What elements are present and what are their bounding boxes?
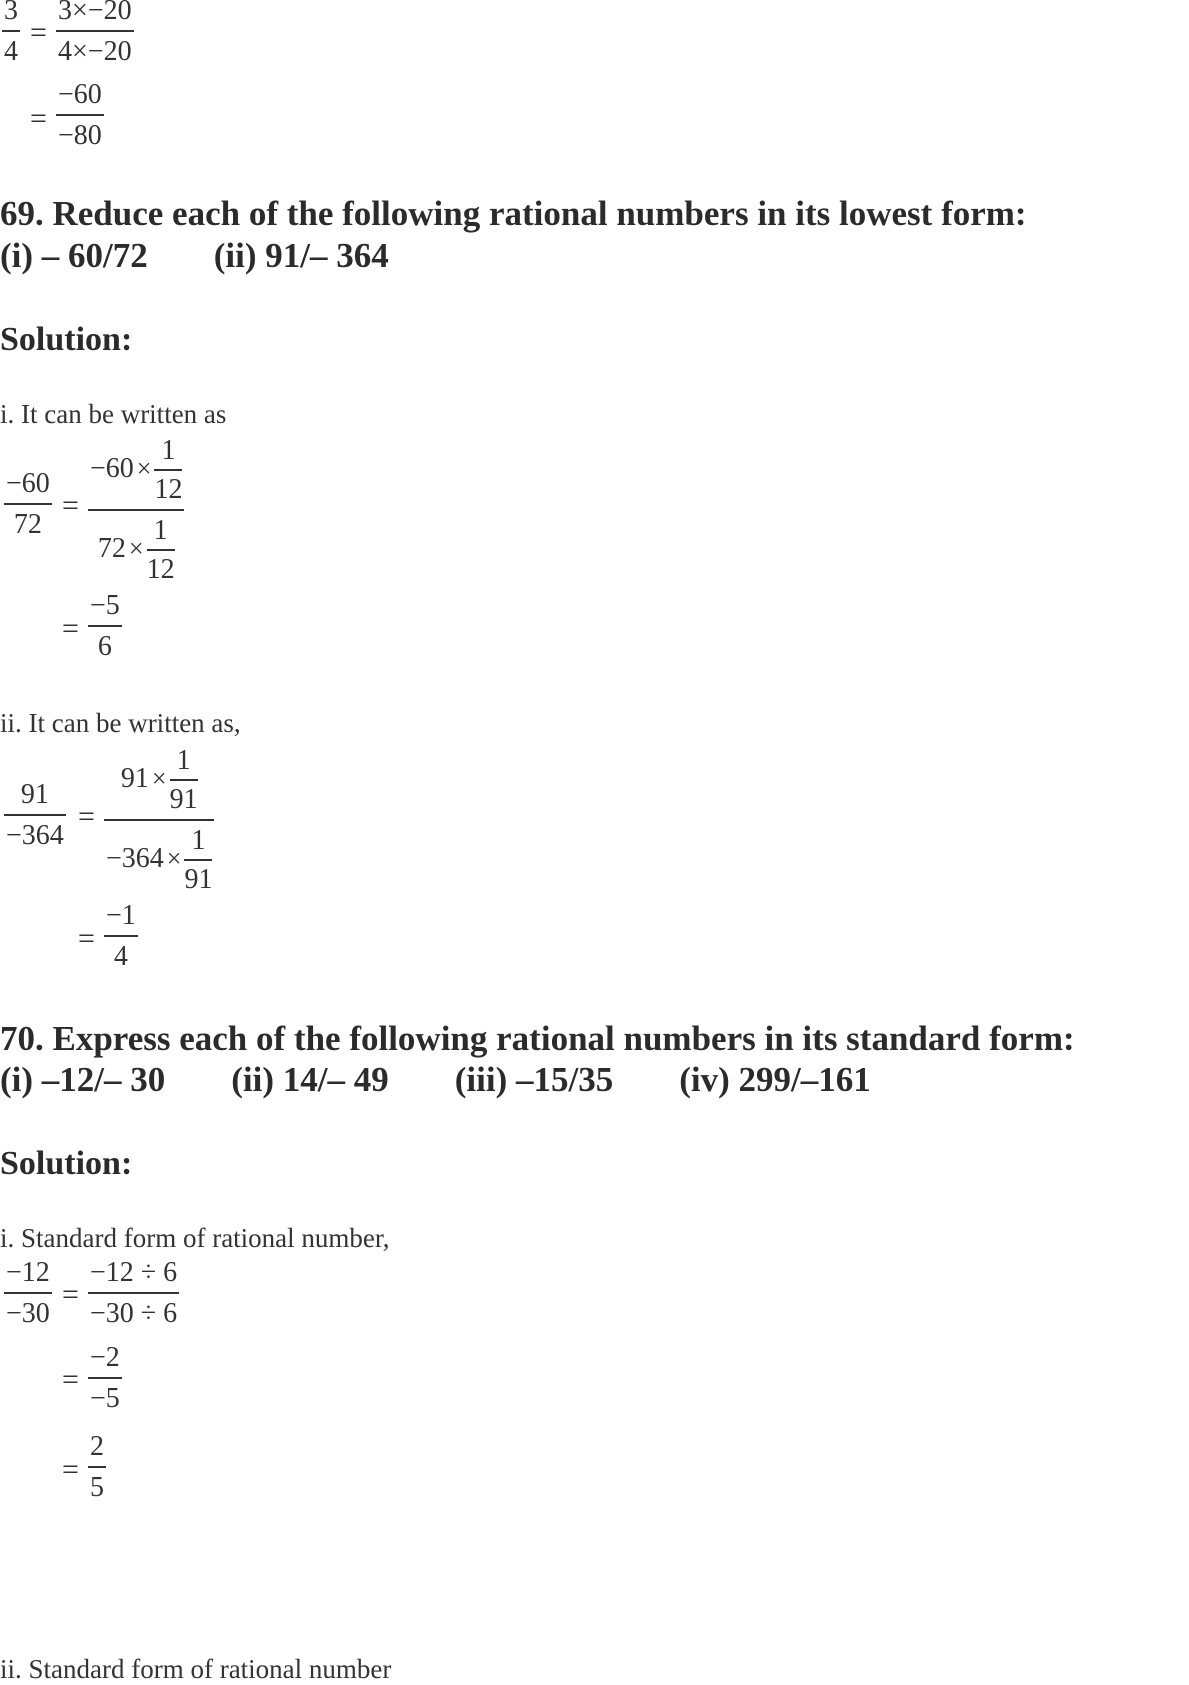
fraction-3-4: 3 4 [4,0,18,67]
fraction-result-minus5-over-6: −5 6 [90,590,120,662]
q70-part-i-intro: i. Standard form of rational number, [0,1223,390,1253]
fraction-91-over-minus364: 91 −364 [6,779,64,851]
question-70-part-iv: (iv) 299/–161 [679,1060,871,1099]
fraction-3x-20-over-4x-20: 3×−20 4×−20 [58,0,132,67]
equals-sign: = [62,1278,79,1311]
question-70-parts [0,1060,871,1100]
solution-label: Solution: [0,1145,133,1182]
fraction-bar [2,30,20,32]
equals-sign: = [78,800,95,833]
q70-part-ii-intro: ii. Standard form of rational number [0,1654,392,1684]
q69-part-i-intro: i. It can be written as [0,399,227,429]
equals-sign: = [62,489,79,522]
fraction-minus2-over-minus5: −2 −5 [90,1342,120,1414]
q69-part-ii-intro: ii. It can be written as, [0,708,241,738]
equals-sign: = [62,612,79,645]
question-69-part-i: (i) – 60/72 [0,236,148,275]
equals-sign: = [30,16,47,49]
equals-sign: = [62,1453,79,1486]
solution-label: Solution: [0,321,133,358]
question-70-title: 70. Express each of the following rational numbers in its standard form: [0,1019,1075,1058]
fraction-60-over-80: −60 −80 [58,79,102,151]
inner-fraction-1-91: $\frac{1}{91}$ [184,825,213,895]
fraction-2-over-5: 2 5 [90,1431,104,1503]
equals-sign: = [62,1363,79,1396]
question-69-title: 69. Reduce each of the following rational numbers in its lowest form: [0,194,1027,233]
question-70-part-iii: (iii) –15/35 [454,1060,614,1099]
fraction-result-minus1-over-4: −1 4 [106,900,136,972]
question-69-parts [0,236,389,276]
fraction-minus12-over-minus30: −12 −30 [6,1257,50,1329]
equals-sign: = [30,102,47,135]
inner-fraction-1-12: $\frac{1}{12}$ [146,515,175,585]
inner-fraction-1-91: $\frac{1}{91}$ [169,745,198,815]
question-70-part-ii: (ii) 14/– 49 [231,1060,389,1099]
compound-fraction-part-ii: 91 × $\frac{1}{91}$ −364 × $\frac{1}{91}$ [106,745,213,895]
question-69-part-ii: (ii) 91/– 364 [213,236,389,275]
question-70-part-i: (i) –12/– 30 [0,1060,166,1099]
fraction-bar [56,30,134,32]
inner-fraction-1-12: $\frac{1}{12}$ [154,435,183,505]
compound-fraction-part-i: −60 × $\frac{1}{12}$ 72 × $\frac{1}{12}$ [90,435,183,585]
fraction-divide-by-6: −12 ÷ 6 −30 ÷ 6 [90,1257,178,1329]
fraction-bar [56,114,104,116]
equals-sign: = [78,922,95,955]
fraction-minus60-over-72: −60 72 [6,468,50,540]
